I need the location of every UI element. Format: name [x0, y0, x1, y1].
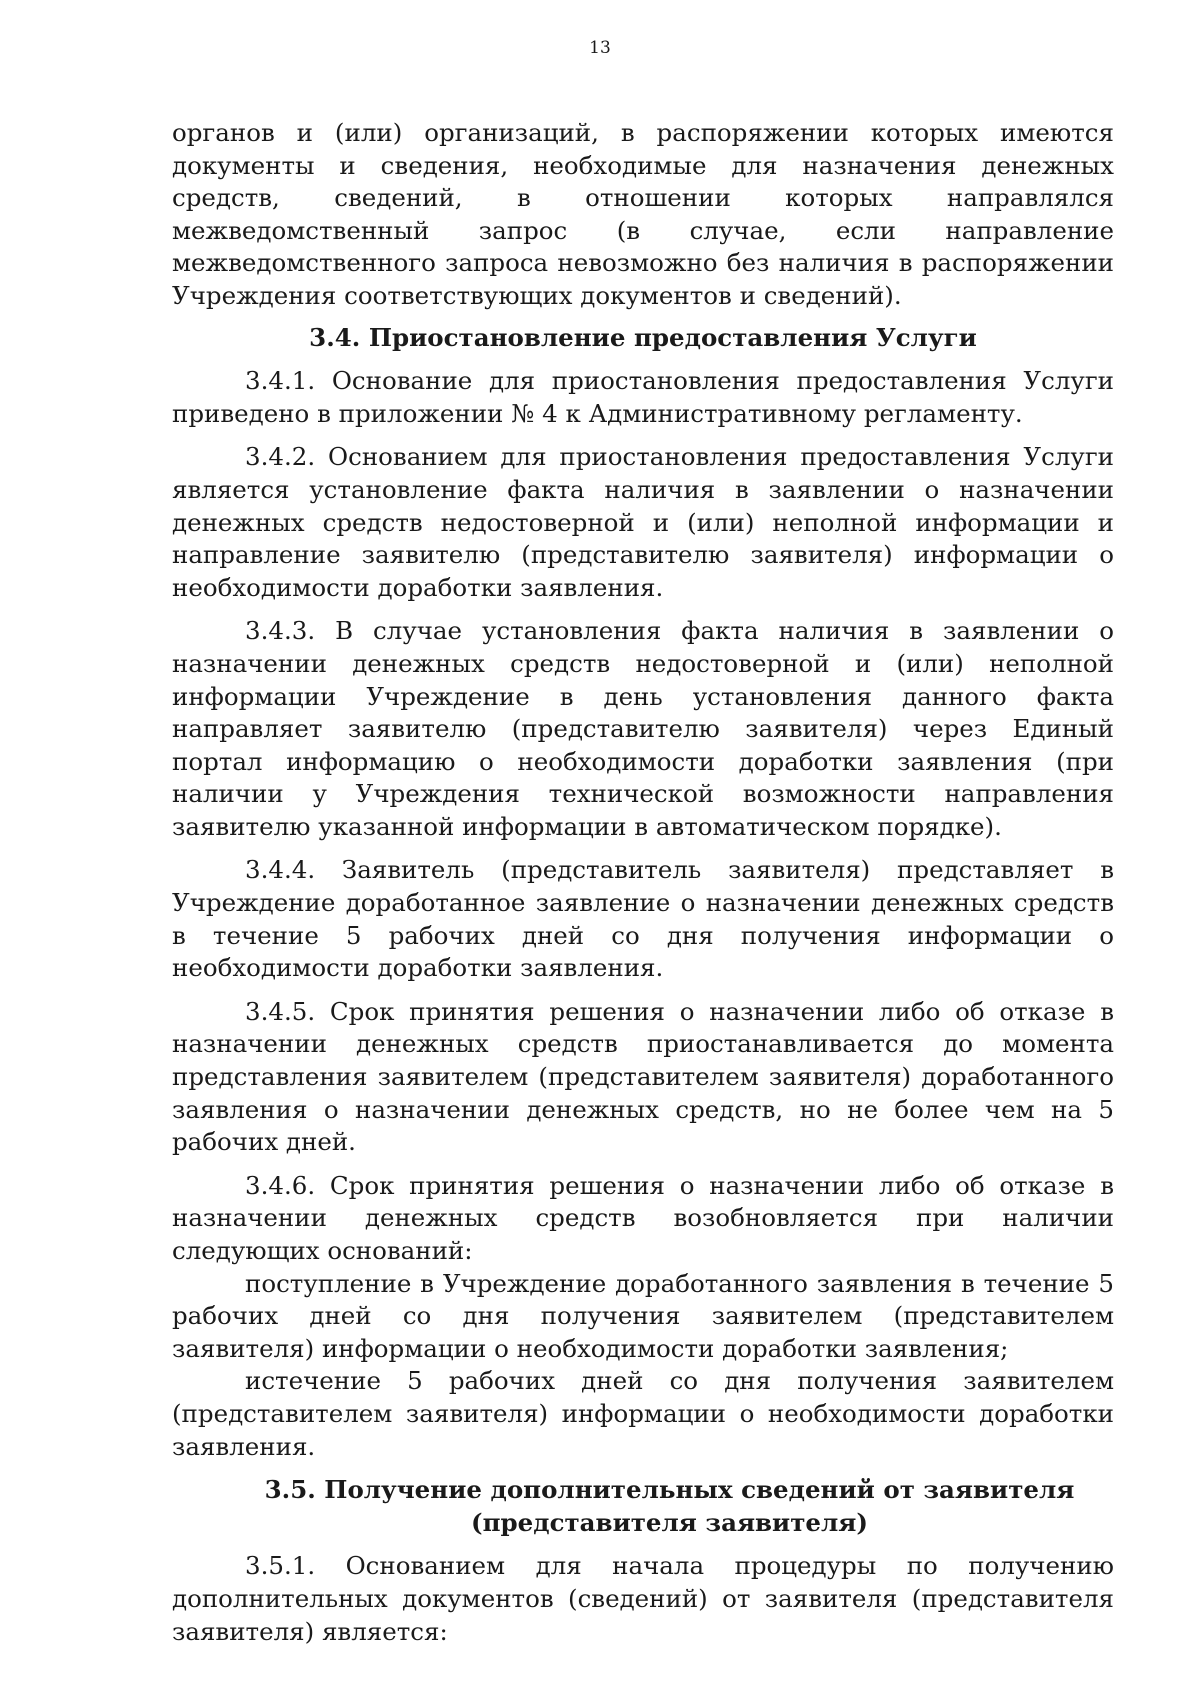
- document-body: [172, 117, 1114, 1648]
- paragraph-3-4-6-item-b: истечение 5 рабочих дней со дня получения заявителем (представителем заявителя) информации о необходимости доработки заявления.: [172, 1366, 1114, 1461]
- paragraph-3-4-6: 3.4.6. Срок принятия решения о назначении либо об отказе в назначении денежных средств возобновляется при наличии следующих оснований:: [172, 1170, 1114, 1265]
- section-heading-3-5: [172, 1474, 1114, 1539]
- section-heading-3-5-line1: 3.5. Получение дополнительных сведений от заявителя: [264, 1475, 1075, 1505]
- paragraph-3-5-1: 3.5.1. Основанием для начала процедуры по получению дополнительных документов (сведений) от заявителя (представителя заявителя) является:: [172, 1551, 1114, 1646]
- paragraph-3-4-1: 3.4.1. Основание для приостановления предоставления Услуги приведено в приложении № 4 к Административному регламенту.: [172, 366, 1114, 428]
- page-number: 13: [589, 38, 611, 58]
- section-heading-3-5-line2: (представителя заявителя): [471, 1507, 868, 1537]
- paragraph-intro: органов и (или) организаций, в распоряжении которых имеются документы и сведения, необходимые для назначения денежных средств, сведений, в отношении которых направлялся межведомственный запрос (в случае, если направление межведомственного запроса невозможно без наличия в распоряжении Учреждения соответствующих документов и сведений).: [172, 118, 1114, 310]
- paragraph-3-4-4: 3.4.4. Заявитель (представитель заявителя) представляет в Учреждение доработанное заявление о назначении денежных средств в течение 5 рабочих дней со дня получения информации о необходимости доработки заявления.: [172, 855, 1114, 983]
- paragraph-3-4-2: 3.4.2. Основанием для приостановления предоставления Услуги является установление факта наличия в заявлении о назначении денежных средств недостоверной и (или) неполной информации и направление заявителю (представителю заявителя) информации о необходимости доработки заявления.: [172, 442, 1114, 602]
- paragraph-3-4-6-item-a: поступление в Учреждение доработанного заявления в течение 5 рабочих дней со дня получения заявителем (представителем заявителя) информации о необходимости доработки заявления;: [172, 1268, 1114, 1363]
- paragraph-3-4-5: 3.4.5. Срок принятия решения о назначении либо об отказе в назначении денежных средств приостанавливается до момента представления заявителем (представителем заявителя) доработанного заявления о назначении денежных средств, но не более чем на 5 рабочих дней.: [172, 996, 1114, 1157]
- section-heading-3-4: 3.4. Приостановление предоставления Услуги: [309, 322, 977, 352]
- paragraph-3-4-3: 3.4.3. В случае установления факта наличия в заявлении о назначении денежных средств недостоверной и (или) неполной информации Учреждение в день установления данного факта направляет заявителю (представителю заявителя) через Единый портал информацию о необходимости доработки заявления (при наличии у Учреждения технической возможности направления заявителю указанной информации в автоматическом порядке).: [172, 616, 1114, 841]
